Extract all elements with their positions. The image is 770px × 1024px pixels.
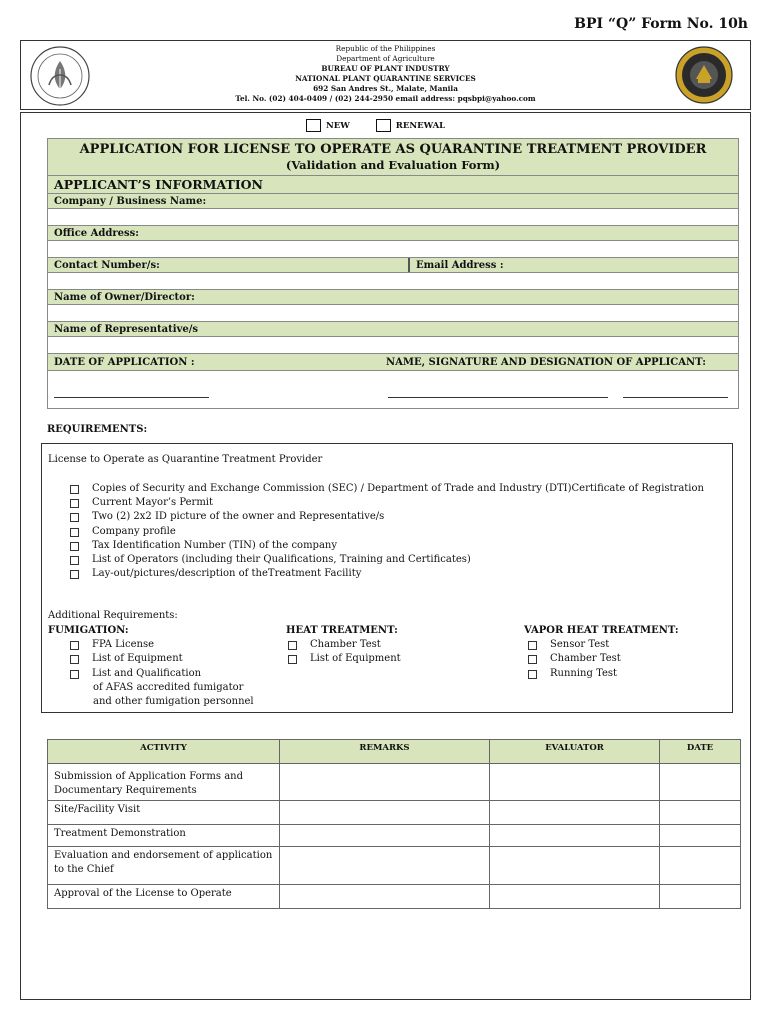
renewal-checkbox[interactable] bbox=[376, 119, 391, 132]
owner-field[interactable] bbox=[48, 305, 738, 322]
list-item bbox=[70, 496, 710, 510]
contact-email-labels bbox=[48, 258, 738, 273]
signature-line[interactable] bbox=[388, 397, 608, 398]
application-type bbox=[306, 119, 463, 132]
evaluator-cell[interactable] bbox=[490, 847, 660, 885]
requirement-text: Copies of Security and Exchange Commission (SEC) / Department of Trade and Industry (DTI)Certificate of Registration bbox=[92, 483, 704, 494]
date-cell[interactable] bbox=[660, 801, 741, 825]
vapor-item: Sensor Test bbox=[550, 639, 610, 651]
fumigation-item: List of Equipment bbox=[92, 653, 183, 665]
requirement-checkbox[interactable] bbox=[70, 485, 79, 494]
date-of-application-label: DATE OF APPLICATION : bbox=[54, 357, 195, 368]
header-bureau: BUREAU OF PLANT INDUSTRY bbox=[321, 64, 450, 73]
fumigation-heading: FUMIGATION: bbox=[48, 625, 129, 636]
table-row bbox=[48, 847, 741, 885]
email-label: Email Address : bbox=[416, 260, 504, 271]
requirements-box bbox=[41, 443, 733, 713]
vapor-checkbox[interactable] bbox=[528, 641, 537, 650]
evaluator-header: EVALUATOR bbox=[490, 740, 660, 764]
date-header: DATE bbox=[660, 740, 741, 764]
contact-email-field[interactable] bbox=[48, 273, 738, 290]
option-new[interactable] bbox=[306, 119, 350, 132]
date-cell[interactable] bbox=[660, 885, 741, 909]
date-signature-labels bbox=[48, 354, 738, 371]
header-department: Department of Agriculture bbox=[336, 54, 435, 63]
evaluator-cell[interactable] bbox=[490, 825, 660, 847]
requirements-heading: REQUIREMENTS: bbox=[47, 424, 148, 435]
remarks-header: REMARKS bbox=[280, 740, 490, 764]
form-title bbox=[48, 139, 738, 176]
evaluator-cell[interactable] bbox=[490, 764, 660, 801]
list-item bbox=[286, 652, 401, 666]
table-row bbox=[48, 825, 741, 847]
header-republic: Republic of the Philippines bbox=[335, 44, 436, 53]
requirement-checkbox[interactable] bbox=[70, 542, 79, 551]
fumigation-item: FPA License bbox=[92, 639, 154, 651]
new-checkbox[interactable] bbox=[306, 119, 321, 132]
requirement-checkbox[interactable] bbox=[70, 513, 79, 522]
vapor-checkbox[interactable] bbox=[528, 655, 537, 664]
evaluator-cell[interactable] bbox=[490, 801, 660, 825]
activity-cell: Treatment Demonstration bbox=[48, 825, 280, 847]
office-address-field[interactable] bbox=[48, 241, 738, 258]
activity-table bbox=[47, 739, 741, 909]
list-item bbox=[48, 638, 254, 652]
new-label: NEW bbox=[326, 120, 350, 131]
company-field[interactable] bbox=[48, 209, 738, 226]
list-item bbox=[70, 539, 710, 553]
heat-item: List of Equipment bbox=[310, 653, 401, 665]
list-item bbox=[524, 652, 679, 666]
office-address-label: Office Address: bbox=[48, 226, 738, 241]
fumigation-item-continued: and other fumigation personnel bbox=[93, 696, 254, 708]
requirement-text: Company profile bbox=[92, 525, 176, 537]
list-item bbox=[48, 652, 254, 666]
activity-cell: Evaluation and endorsement of application to the Chief bbox=[48, 847, 280, 885]
renewal-label: RENEWAL bbox=[395, 120, 446, 131]
list-item bbox=[70, 567, 710, 581]
additional-requirements-label: Additional Requirements: bbox=[48, 610, 178, 621]
requirements-list bbox=[70, 482, 710, 581]
vapor-item: Running Test bbox=[550, 667, 618, 679]
fumigation-checkbox[interactable] bbox=[70, 670, 79, 679]
list-item bbox=[70, 482, 710, 496]
company-label: Company / Business Name: bbox=[48, 194, 738, 209]
representative-label: Name of Representative/s bbox=[48, 322, 738, 337]
applicant-block bbox=[47, 138, 739, 409]
heat-checkbox[interactable] bbox=[288, 641, 297, 650]
form-body bbox=[20, 112, 751, 1000]
date-line[interactable] bbox=[54, 397, 209, 398]
list-item bbox=[286, 638, 401, 652]
list-item bbox=[70, 525, 710, 539]
representative-field[interactable] bbox=[48, 337, 738, 354]
fumigation-checkbox[interactable] bbox=[70, 641, 79, 650]
letterhead bbox=[20, 40, 751, 110]
header-contact: Tel. No. (02) 404-0409 / (02) 244-2950 email address: pqsbpi@yahoo.com bbox=[235, 94, 536, 103]
fumigation-item: List and Qualification bbox=[92, 667, 202, 679]
list-item bbox=[524, 667, 679, 681]
heat-treatment-heading: HEAT TREATMENT: bbox=[286, 625, 398, 636]
requirement-text: Current Mayor’s Permit bbox=[92, 497, 214, 509]
remarks-cell[interactable] bbox=[280, 825, 490, 847]
requirement-checkbox[interactable] bbox=[70, 570, 79, 579]
applicant-section-heading: APPLICANT’S INFORMATION bbox=[48, 176, 738, 194]
header-npqs: NATIONAL PLANT QUARANTINE SERVICES bbox=[295, 74, 476, 83]
requirement-text: Two (2) 2x2 ID picture of the owner and Representative/s bbox=[92, 511, 385, 523]
remarks-cell[interactable] bbox=[280, 801, 490, 825]
remarks-cell[interactable] bbox=[280, 847, 490, 885]
date-cell[interactable] bbox=[660, 847, 741, 885]
heat-treatment-column bbox=[286, 624, 401, 667]
evaluator-cell[interactable] bbox=[490, 885, 660, 909]
signature-area bbox=[48, 371, 738, 408]
owner-label: Name of Owner/Director: bbox=[48, 290, 738, 305]
vapor-heat-heading: VAPOR HEAT TREATMENT: bbox=[524, 625, 679, 636]
vapor-heat-treatment-column bbox=[524, 624, 679, 681]
vapor-item: Chamber Test bbox=[550, 653, 621, 665]
contact-number-label: Contact Number/s: bbox=[48, 258, 410, 272]
form-number: BPI “Q” Form No. 10h bbox=[574, 16, 748, 32]
table-header-row bbox=[48, 740, 741, 764]
heat-item: Chamber Test bbox=[310, 639, 381, 651]
form-title-main: APPLICATION FOR LICENSE TO OPERATE AS QUARANTINE TREATMENT PROVIDER bbox=[79, 142, 707, 157]
requirement-text: Tax Identification Number (TIN) of the company bbox=[92, 539, 338, 551]
list-item bbox=[524, 638, 679, 652]
requirement-checkbox[interactable] bbox=[70, 499, 79, 508]
option-renewal[interactable] bbox=[376, 119, 445, 132]
signature-label: NAME, SIGNATURE AND DESIGNATION OF APPLICANT: bbox=[386, 357, 706, 368]
table-row bbox=[48, 885, 741, 909]
list-item bbox=[70, 510, 710, 524]
list-item bbox=[48, 667, 254, 681]
form-title-sub: (Validation and Evaluation Form) bbox=[285, 158, 501, 172]
remarks-cell[interactable] bbox=[280, 885, 490, 909]
heat-checkbox[interactable] bbox=[288, 655, 297, 664]
header-address: 692 San Andres St., Malate, Manila bbox=[313, 84, 458, 93]
fumigation-checkbox[interactable] bbox=[70, 655, 79, 664]
date-cell[interactable] bbox=[660, 825, 741, 847]
activity-header: ACTIVITY bbox=[48, 740, 280, 764]
requirements-intro: License to Operate as Quarantine Treatment Provider bbox=[48, 454, 323, 465]
activity-cell: Site/Facility Visit bbox=[48, 801, 280, 825]
activity-cell: Submission of Application Forms and Documentary Requirements bbox=[48, 764, 280, 801]
table-row bbox=[48, 764, 741, 801]
requirement-text: Lay-out/pictures/description of theTreatment Facility bbox=[92, 568, 362, 580]
bureau-of-plant-industry-seal-icon bbox=[674, 45, 734, 105]
table-row bbox=[48, 801, 741, 825]
list-item bbox=[70, 553, 710, 567]
designation-line[interactable] bbox=[623, 397, 728, 398]
fumigation-item-continued: of AFAS accredited fumigator bbox=[93, 681, 244, 693]
activity-cell: Approval of the License to Operate bbox=[48, 885, 280, 909]
requirement-checkbox[interactable] bbox=[70, 528, 79, 537]
requirement-text: List of Operators (including their Qualifications, Training and Certificates) bbox=[92, 554, 471, 566]
requirement-checkbox[interactable] bbox=[70, 556, 79, 565]
remarks-cell[interactable] bbox=[280, 764, 490, 801]
date-cell[interactable] bbox=[660, 764, 741, 801]
vapor-checkbox[interactable] bbox=[528, 670, 537, 679]
fumigation-column bbox=[48, 624, 254, 709]
